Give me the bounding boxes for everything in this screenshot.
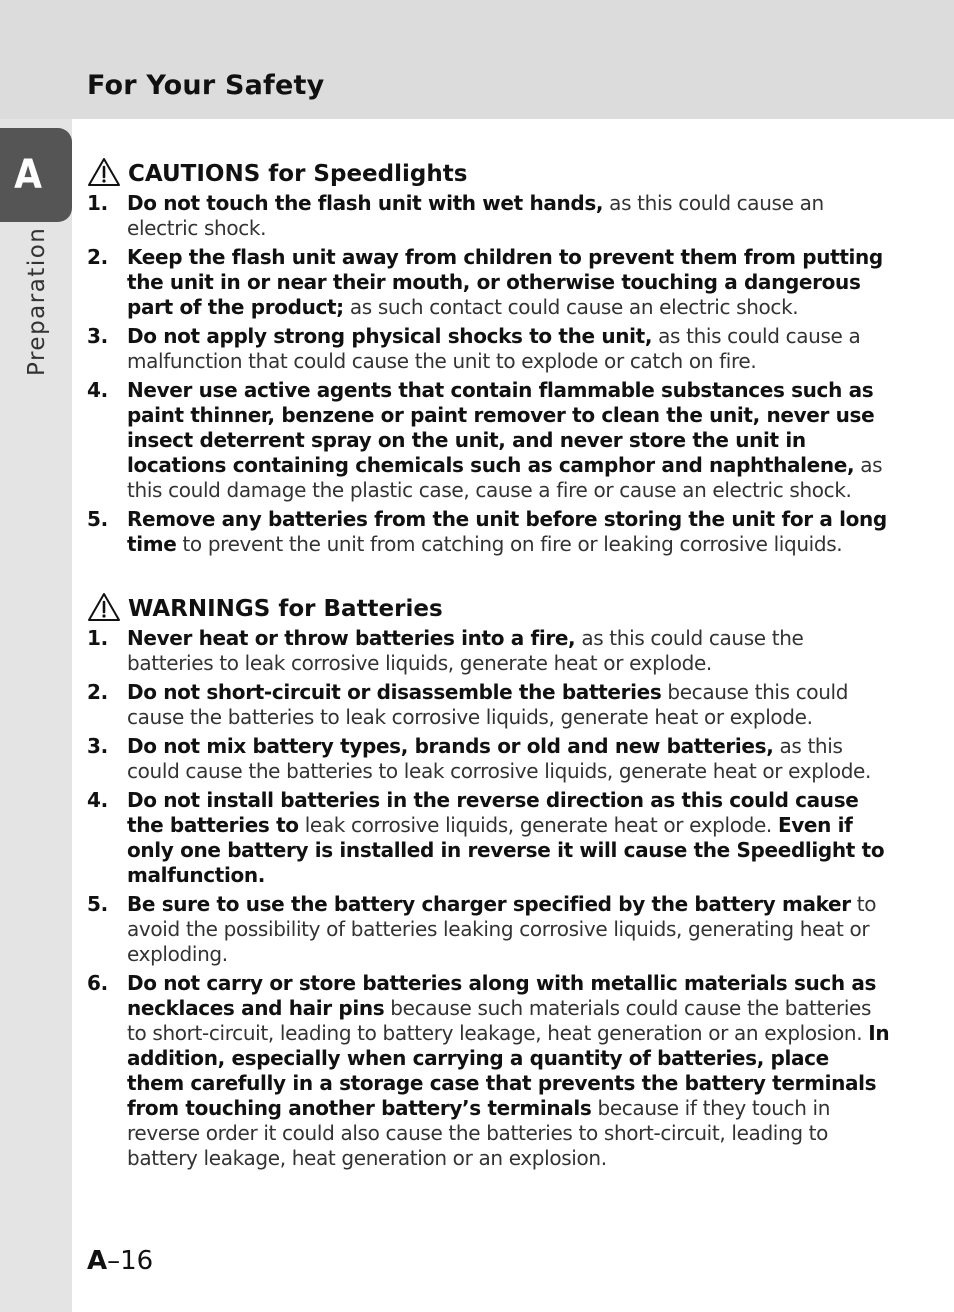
- item-bold-text: Do not carry or store batteries along with metallic materials such as necklaces and hair pins: [127, 971, 877, 1020]
- section-title-text: WARNINGS for Batteries: [128, 596, 443, 622]
- item-number: 2.: [87, 245, 108, 269]
- page-number-letter: A: [87, 1246, 108, 1276]
- cautions-section: [87, 155, 892, 557]
- item-bold-text: Be sure to use the battery charger specified by the battery maker: [127, 892, 851, 916]
- page-title: For Your Safety: [87, 70, 325, 101]
- page-header: [0, 0, 954, 119]
- warning-triangle-icon: [87, 592, 121, 622]
- item-number: 4.: [87, 788, 108, 812]
- section-title: [87, 590, 892, 622]
- item-bold-text: Remove any batteries from the unit before storing the unit for a long time: [127, 507, 887, 556]
- page-number: [87, 1246, 153, 1276]
- item-number: 5.: [87, 892, 108, 916]
- item-bold-text: Do not short-circuit or disassemble the batteries: [127, 680, 662, 704]
- list-item: [87, 680, 892, 730]
- list-item: [87, 971, 892, 1171]
- item-bold-text: Do not install batteries in the reverse direction as this could cause the batteries to: [127, 788, 859, 837]
- list-item: [87, 191, 892, 241]
- list-item: [87, 734, 892, 784]
- list-item: [87, 245, 892, 320]
- item-number: 1.: [87, 191, 108, 215]
- item-bold-text: Never heat or throw batteries into a fire,: [127, 626, 576, 650]
- item-number: 3.: [87, 324, 108, 348]
- item-number: 2.: [87, 680, 108, 704]
- chapter-tab-letter: A: [14, 152, 42, 198]
- item-number: 1.: [87, 626, 108, 650]
- cautions-list: [87, 191, 892, 557]
- item-bold-text: Never use active agents that contain flammable substances such as paint thinner, benzene or paint remover to clean the unit, never use insect deterrent spray on the unit, and never store the unit in locations containing chemicals such as camphor and naphthalene,: [127, 378, 875, 477]
- list-item: [87, 324, 892, 374]
- warning-triangle-icon: [87, 157, 121, 187]
- warnings-list: [87, 626, 892, 1171]
- item-text: as this could cause the batteries to leak corrosive liquids, generate heat or explode.: [127, 626, 804, 675]
- item-number: 5.: [87, 507, 108, 531]
- list-item: [87, 788, 892, 888]
- safety-content: [87, 155, 892, 1171]
- item-number: 3.: [87, 734, 108, 758]
- item-text: because this could cause the batteries to leak corrosive liquids, generate heat or explode.: [127, 680, 849, 729]
- item-bold-text: Do not apply strong physical shocks to the unit,: [127, 324, 653, 348]
- item-number: 6.: [87, 971, 108, 995]
- section-title: [87, 155, 892, 187]
- section-title-text: CAUTIONS for Speedlights: [128, 161, 468, 187]
- item-text: to avoid the possibility of batteries leaking corrosive liquids, generating heat or exploding.: [127, 892, 877, 966]
- chapter-label: Preparation: [24, 226, 50, 376]
- item-number: 4.: [87, 378, 108, 402]
- item-text: because if they touch in reverse order it could also cause the batteries to short-circuit, leading to battery leakage, heat generation or an explosion.: [127, 1096, 831, 1170]
- list-item: [87, 892, 892, 967]
- item-bold-text: Do not mix battery types, brands or old and new batteries,: [127, 734, 774, 758]
- warnings-section: [87, 590, 892, 1171]
- item-text: as this could cause an electric shock.: [127, 191, 824, 240]
- list-item: [87, 378, 892, 503]
- list-item: [87, 626, 892, 676]
- item-bold-text: Do not touch the flash unit with wet hands,: [127, 191, 604, 215]
- item-bold-text: Even if only one battery is installed in reverse it will cause the Speedlight to malfunction.: [127, 813, 885, 887]
- item-bold-text: Keep the flash unit away from children to prevent them from putting the unit in or near their mouth, or otherwise touching a dangerous part of the product;: [127, 245, 883, 319]
- page-number-value: –16: [107, 1246, 154, 1276]
- item-text: as this could cause the batteries to leak corrosive liquids, generate heat or explode.: [127, 734, 872, 783]
- item-text: as this could cause a malfunction that could cause the unit to explode or catch on fire.: [127, 324, 861, 373]
- item-text: because such materials could cause the batteries to short-circuit, leading to battery leakage, heat generation or an explosion.: [127, 996, 872, 1045]
- list-item: [87, 507, 892, 557]
- item-bold-text: In addition, especially when carrying a quantity of batteries, place them carefully in a storage case that prevents the battery terminals from touching another battery’s terminals: [127, 1021, 890, 1120]
- item-text: as this could damage the plastic case, cause a fire or cause an electric shock.: [127, 453, 883, 502]
- item-text: as such contact could cause an electric shock.: [343, 295, 799, 319]
- item-text: to prevent the unit from catching on fire or leaking corrosive liquids.: [176, 532, 843, 556]
- item-text: leak corrosive liquids, generate heat or explode.: [298, 813, 778, 837]
